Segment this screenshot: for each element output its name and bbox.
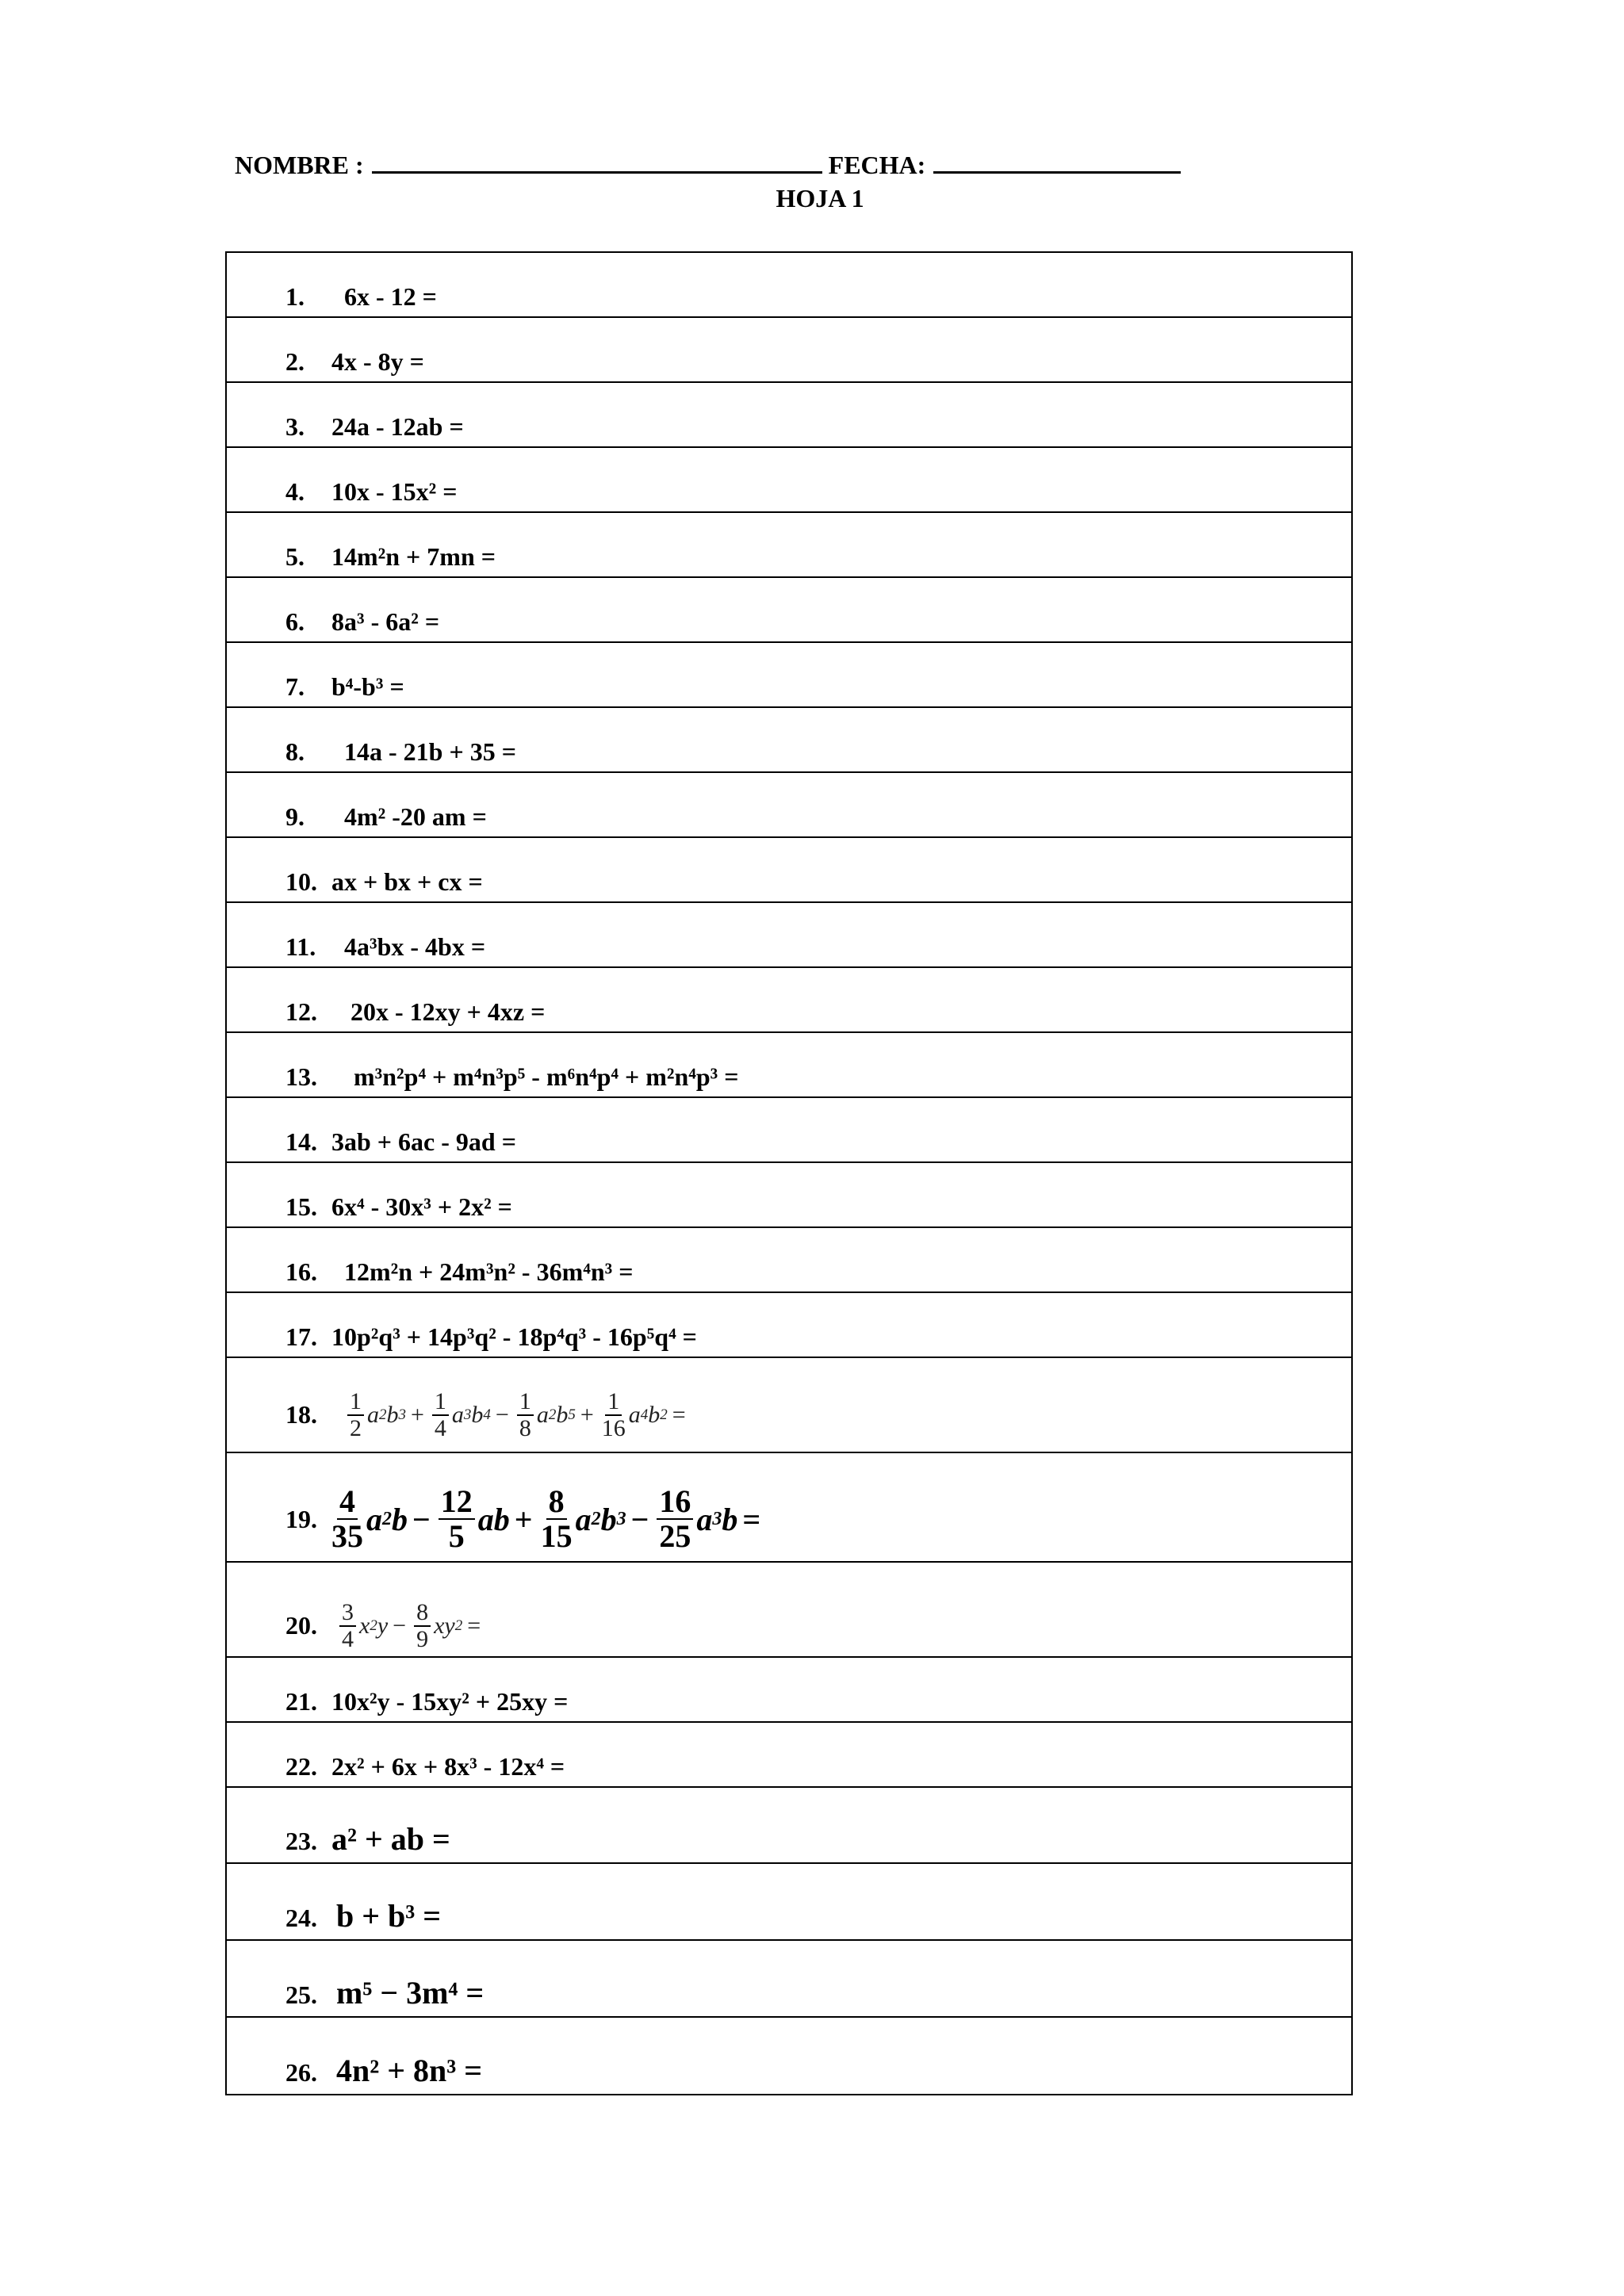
exercise-expression: b⁴-b³ = — [331, 672, 404, 701]
exercise-number: 11. — [285, 932, 316, 961]
exercise-number: 8. — [285, 737, 304, 766]
exercise-number: 4. — [285, 477, 304, 506]
exercise-row — [227, 2018, 1351, 2094]
exercise-row — [227, 1033, 1351, 1098]
exercise-expression: 4n² + 8n³ = — [336, 2053, 483, 2088]
exercise-expression: 24a - 12ab = — [331, 412, 464, 441]
exercise-number: 1. — [285, 282, 304, 311]
exercise-expression: ax + bx + cx = — [331, 867, 483, 896]
exercise-row — [227, 1864, 1351, 1941]
exercise-expression: 2x² + 6x + 8x³ - 12x⁴ = — [331, 1752, 565, 1781]
exercise-number: 19. — [285, 1504, 317, 1533]
exercise-expression: 4m² -20 am = — [344, 802, 487, 831]
exercise-row — [227, 1658, 1351, 1723]
exercise-expression: 14a - 21b + 35 = — [344, 737, 516, 766]
exercise-row — [227, 968, 1351, 1033]
header-line — [235, 151, 1181, 180]
exercise-expression: $\frac{4}{35}$ a 2 b − $\frac{12}{5}$ ab + $\frac{8}{15}$ a 2 b 3 − $\frac{16}{25}$ a 3 b = — [331, 1483, 761, 1554]
sheet-title: HOJA 1 — [776, 184, 864, 212]
exercise-number: 21. — [285, 1687, 317, 1716]
exercise-row — [227, 903, 1351, 968]
exercise-number: 24. — [285, 1904, 317, 1932]
exercise-expression: 8a³ - 6a² = — [331, 607, 440, 636]
exercise-expression: 6x⁴ - 30x³ + 2x² = — [331, 1192, 512, 1221]
name-blank-field[interactable] — [372, 151, 822, 174]
exercise-table — [225, 251, 1353, 2095]
exercise-row — [227, 383, 1351, 448]
exercise-expression: 14m²n + 7mn = — [331, 542, 496, 571]
exercise-number: 14. — [285, 1127, 317, 1156]
exercise-row — [227, 448, 1351, 513]
exercise-row — [227, 708, 1351, 773]
exercise-expression: 4a³bx - 4bx = — [344, 932, 486, 961]
exercise-number: 20. — [285, 1611, 317, 1640]
exercise-number: 7. — [285, 672, 304, 701]
name-label: NOMBRE : — [235, 151, 364, 179]
exercise-expression: 10p²q³ + 14p³q² - 18p⁴q³ - 16p⁵q⁴ = — [331, 1322, 697, 1351]
exercise-expression: m⁵ − 3m⁴ = — [336, 1975, 485, 2011]
exercise-expression: 6x - 12 = — [344, 282, 437, 311]
exercise-number: 16. — [285, 1257, 317, 1286]
exercise-row — [227, 318, 1351, 383]
exercise-expression: 10x²y - 15xy² + 25xy = — [331, 1687, 569, 1716]
exercise-row — [227, 253, 1351, 318]
exercise-number: 23. — [285, 1827, 317, 1855]
exercise-row — [227, 1723, 1351, 1788]
exercise-expression: a² + ab = — [331, 1821, 450, 1857]
exercise-number: 2. — [285, 347, 304, 376]
exercise-number: 12. — [285, 997, 317, 1026]
exercise-row — [227, 578, 1351, 643]
exercise-row — [227, 1788, 1351, 1864]
exercise-number: 22. — [285, 1752, 317, 1781]
exercise-number: 3. — [285, 412, 304, 441]
exercise-number: 26. — [285, 2058, 317, 2087]
exercise-number: 17. — [285, 1322, 317, 1351]
exercise-expression: 3ab + 6ac - 9ad = — [331, 1127, 516, 1156]
exercise-expression: m³n²p⁴ + m⁴n³p⁵ - m⁶n⁴p⁴ + m²n⁴p³ = — [354, 1062, 739, 1091]
exercise-row — [227, 1293, 1351, 1358]
exercise-row — [227, 1358, 1351, 1453]
exercise-row — [227, 1941, 1351, 2018]
exercise-expression: 12m²n + 24m³n² - 36m⁴n³ = — [344, 1257, 634, 1286]
exercise-expression: $\frac{3}{4}$ x 2 y − $\frac{8}{9}$ xy 2 = — [336, 1600, 485, 1651]
exercise-row — [227, 643, 1351, 708]
exercise-row — [227, 1563, 1351, 1658]
exercise-row — [227, 1163, 1351, 1228]
exercise-number: 10. — [285, 867, 317, 896]
exercise-row — [227, 1453, 1351, 1563]
exercise-number: 15. — [285, 1192, 317, 1221]
exercise-row — [227, 1098, 1351, 1163]
exercise-expression: 20x - 12xy + 4xz = — [350, 997, 546, 1026]
exercise-number: 18. — [285, 1400, 317, 1429]
exercise-number: 9. — [285, 802, 304, 831]
exercise-expression: $\frac{1}{2}$ a 2 b 3 + $\frac{1}{4}$ a 3 b 4 − $\frac{1}{8}$ a 2 b 5 + $\frac{1}{16}$ a 4 b 2 = — [344, 1389, 691, 1441]
exercise-expression: b + b³ = — [336, 1898, 442, 1934]
exercise-expression: 4x - 8y = — [331, 347, 424, 376]
date-blank-field[interactable] — [933, 151, 1181, 174]
exercise-number: 5. — [285, 542, 304, 571]
exercise-number: 13. — [285, 1062, 317, 1091]
exercise-expression: 10x - 15x² = — [331, 477, 458, 506]
exercise-row — [227, 773, 1351, 838]
exercise-row — [227, 838, 1351, 903]
exercise-number: 6. — [285, 607, 304, 636]
date-label: FECHA: — [828, 151, 926, 179]
exercise-row — [227, 1228, 1351, 1293]
exercise-row — [227, 513, 1351, 578]
exercise-number: 25. — [285, 1980, 317, 2009]
